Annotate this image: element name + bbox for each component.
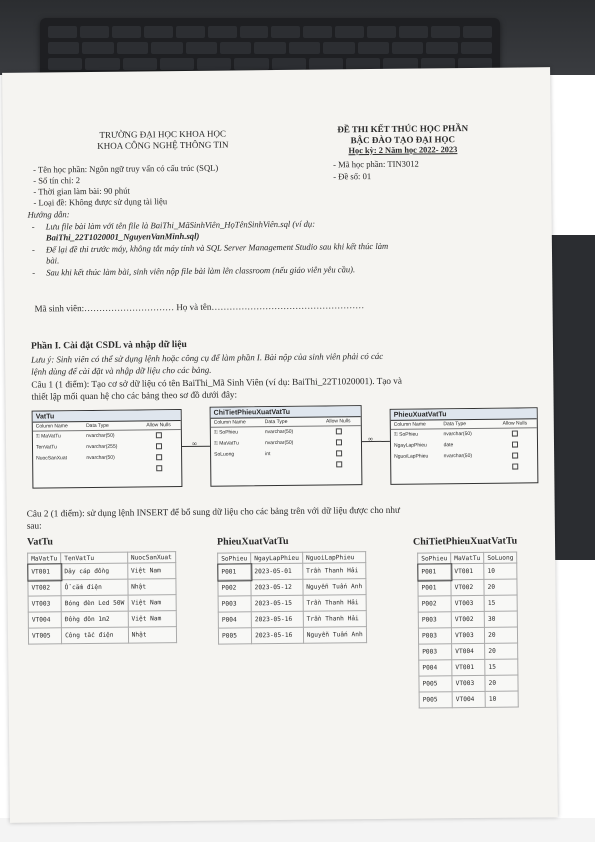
table-cell: 20: [485, 643, 518, 659]
table-cell: Nguyễn Tuấn Anh: [303, 627, 366, 644]
allow-nulls-checkbox: [156, 465, 162, 471]
table-cell: VT003: [451, 595, 484, 611]
diagram-row: TenVatTu nvarchar(255): [33, 441, 181, 454]
diagram-table-phieuxuat: [390, 407, 539, 485]
table-cell: Nhật: [128, 627, 176, 644]
exam-type: - Loại đề: Không được sử dụng tài liệu: [33, 196, 168, 208]
table-cell: VT001: [452, 659, 485, 675]
table-cell: 2023-05-15: [251, 595, 303, 612]
table-cell: VT001: [28, 564, 61, 580]
chitiet-data-table: [417, 552, 519, 709]
bullet-1: -: [31, 221, 35, 232]
column-header: NguoiLapPhieu: [302, 552, 365, 564]
table-cell: Trần Thanh Hải: [303, 595, 366, 612]
table-row: [418, 563, 517, 580]
table-row: [218, 627, 366, 645]
diagram-table-vattu: [32, 409, 183, 489]
column-header: SoLuong: [484, 552, 517, 563]
table-cell: Công tắc điện: [61, 627, 128, 644]
table-cell: P001: [218, 564, 251, 580]
table-cell: VT002: [451, 579, 484, 595]
table-row: [418, 611, 517, 628]
table-row: [418, 627, 517, 644]
table-cell: P001: [418, 580, 451, 596]
diagram-row: NguoiLapPhieu nvarchar(50): [391, 450, 537, 463]
table-cell: 2023-05-16: [251, 627, 303, 644]
key-icon: ⚿: [35, 433, 42, 440]
question-2-line-a: Câu 2 (1 điểm): sử dụng lệnh INSERT để bổ sung dữ liệu cho các bảng trên với dữ liệu được cho như: [26, 504, 401, 519]
diagram-phieuxuat-title: PhieuXuatVatTu: [391, 408, 537, 421]
allow-nulls-checkbox: [156, 432, 162, 438]
diagram-row: ⚿ MaVatTu nvarchar(50): [33, 430, 181, 443]
vattu-data-table: [27, 551, 177, 645]
vattu-table-title: VatTu: [26, 536, 54, 548]
table-cell: Đồng đôn 1m2: [61, 611, 128, 628]
question-2-line-b: sau:: [26, 520, 42, 531]
table-cell: 2023-05-16: [251, 611, 303, 628]
chitiet-table-title: ChiTietPhieuXuatVatTu: [412, 535, 518, 548]
column-header: SoPhieu: [218, 553, 251, 564]
allow-nulls-checkbox: [512, 430, 518, 436]
table-cell: 2023-05-01: [251, 563, 303, 580]
table-cell: VT003: [28, 596, 61, 612]
table-cell: VT002: [451, 611, 484, 627]
diagram-row: [33, 463, 181, 476]
table-cell: P004: [218, 612, 251, 628]
exam-number: - Đề số: 01: [333, 171, 372, 182]
table-cell: Ổ cắm điện: [61, 579, 128, 596]
table-cell: Trần Thanh Hải: [303, 563, 366, 580]
column-header: NgayLapPhieu: [251, 552, 303, 564]
diagram-row: NgayLapPhieu date: [391, 439, 537, 452]
allow-nulls-checkbox: [335, 439, 341, 445]
table-cell: 15: [484, 595, 517, 611]
table-cell: VT004: [28, 612, 61, 628]
table-cell: P005: [419, 676, 452, 692]
table-cell: P004: [419, 660, 452, 676]
table-row: [418, 579, 517, 596]
allow-nulls-checkbox: [512, 441, 518, 447]
diagram-row: [391, 461, 537, 474]
exam-title: ĐỀ THI KẾT THÚC HỌC PHẦN: [337, 123, 469, 135]
relationship-line-phieuxuat: [362, 441, 390, 442]
table-cell: P005: [218, 628, 251, 644]
allow-nulls-checkbox: [512, 452, 518, 458]
table-cell: P005: [419, 692, 452, 708]
table-row: [28, 627, 176, 645]
exam-term: Học kỳ: 2 Năm học 2022- 2023: [348, 145, 458, 156]
key-icon: ⚿: [393, 431, 400, 438]
question-1-line-a: Câu 1 (1 điểm): Tạo cơ sở dữ liệu có tên BaiThi_Mã Sinh Viên (ví dụ: BaiThi_22T1020001). Tạo và: [31, 375, 403, 390]
diagram-row: SoLuong int: [211, 448, 361, 461]
course-name: - Tên học phần: Ngôn ngữ truy vấn có cấu trúc (SQL): [33, 162, 219, 175]
exam-time: - Thời gian làm bài: 90 phút: [33, 185, 130, 197]
part1-note-a: Lưu ý: Sinh viên có thể sử dụng lệnh hoặc công cụ để làm phần I. Bài nộp của sinh viên phải có các: [31, 350, 384, 365]
table-row: [419, 643, 518, 660]
table-row: [218, 611, 366, 629]
bullet-3: -: [32, 267, 36, 278]
table-cell: 30: [484, 611, 517, 627]
table-cell: 15: [485, 659, 518, 675]
table-cell: Việt Nam: [128, 611, 176, 628]
table-cell: VT004: [452, 691, 485, 707]
allow-nulls-checkbox: [335, 428, 341, 434]
table-row: [28, 611, 176, 629]
university-name: TRƯỜNG ĐẠI HỌC KHOA HỌC: [99, 128, 227, 140]
table-cell: P003: [418, 612, 451, 628]
table-cell: 2023-05-12: [251, 579, 303, 596]
phieuxuat-data-table: [217, 551, 367, 645]
table-cell: P003: [418, 628, 451, 644]
diagram-row: [211, 459, 361, 472]
table-cell: Nhật: [128, 579, 176, 596]
guide-3: Sau khi kết thúc làm bài, sinh viên nộp file bài làm lên classroom (nếu giáo viên yêu cầu).: [46, 264, 356, 278]
phieuxuat-table-title: PhieuXuatVatTu: [216, 535, 289, 548]
table-cell: Dây cáp đồng: [61, 563, 128, 580]
table-cell: VT003: [452, 627, 485, 643]
table-cell: P002: [418, 596, 451, 612]
diagram-chitiet-title: ChiTietPhieuXuatVatTu: [211, 406, 361, 419]
diagram-row: NuocSanXuat nvarchar(50): [33, 452, 181, 465]
table-cell: VT003: [452, 675, 485, 691]
table-row: [419, 691, 518, 708]
table-cell: 20: [485, 675, 518, 691]
exam-paper: [2, 67, 558, 823]
table-cell: 20: [485, 627, 518, 643]
faculty-name: KHOA CÔNG NGHỆ THÔNG TIN: [97, 139, 229, 151]
table-cell: VT002: [28, 580, 61, 596]
guide-1-line-b: BaiThi_22T1020001_NguyenVanMinh.sql): [45, 230, 200, 243]
table-cell: P001: [418, 564, 451, 580]
diagram-row: ⚿ SoPhieu nvarchar(50): [391, 428, 537, 441]
table-cell: Nguyễn Tuấn Anh: [303, 579, 366, 596]
table-cell: 20: [484, 579, 517, 595]
table-cell: VT001: [451, 563, 484, 579]
allow-nulls-checkbox: [336, 461, 342, 467]
table-cell: VT004: [452, 643, 485, 659]
column-header: MaVatTu: [451, 552, 484, 563]
column-header: TenVatTu: [61, 552, 128, 564]
table-row: [419, 675, 518, 692]
infinity-icon: ∞: [367, 435, 373, 444]
diagram-row: ⚿ MaVatTu nvarchar(50): [211, 437, 361, 450]
column-header: MaVatTu: [28, 553, 61, 564]
exam-level: BẬC ĐÀO TẠO ĐẠI HỌC: [350, 134, 456, 146]
infinity-icon: ∞: [191, 439, 198, 448]
table-row: [218, 595, 366, 613]
student-info-line: Mã sinh viên:………………………… Họ và tên……………………………………………: [34, 300, 365, 314]
guide-title: Hướng dẫn:: [27, 209, 70, 220]
part1-title: Phần I. Cài đặt CSDL và nhập dữ liệu: [30, 338, 187, 352]
table-row: [28, 595, 176, 613]
course-code: - Mã học phần: TIN3012: [333, 158, 419, 170]
question-1-line-b: thiết lập mối quan hệ cho các bảng theo sơ đồ dưới đây:: [31, 389, 238, 402]
part1-note-b: lệnh dùng để cài đặt và nhập dữ liệu cho các bảng.: [31, 364, 212, 377]
table-row: [28, 579, 176, 597]
table-cell: Bóng đèn Led 50W: [61, 595, 128, 612]
table-row: [418, 595, 517, 612]
table-row: [218, 563, 366, 581]
allow-nulls-checkbox: [336, 450, 342, 456]
table-row: [218, 579, 366, 597]
table-row: [419, 659, 518, 676]
diagram-chitiet-header: Column Name Data Type Allow Nulls: [211, 417, 361, 428]
table-cell: Việt Nam: [128, 595, 176, 612]
key-icon: ⚿: [213, 429, 220, 436]
key-icon: ⚿: [213, 440, 220, 447]
diagram-vattu-header: Column Name Data Type Allow Nulls: [33, 421, 181, 432]
table-cell: VT005: [28, 628, 61, 644]
guide-2-line-b: bài.: [46, 255, 60, 266]
table-row: [28, 563, 176, 581]
diagram-row: ⚿ SoPhieu nvarchar(50): [211, 426, 361, 439]
table-cell: P003: [218, 596, 251, 612]
guide-2-line-a: Để lại đề thi trước máy, không tắt máy tính và SQL Server Management Studio sau khi kết thúc làm: [45, 240, 389, 255]
bullet-2: -: [31, 244, 35, 255]
table-cell: Trần Thanh Hải: [303, 611, 366, 628]
column-header: SoPhieu: [418, 553, 451, 564]
column-header: NuocSanXuat: [127, 552, 175, 564]
table-cell: 10: [484, 563, 517, 579]
diagram-phieuxuat-header: Column Name Data Type Allow Nulls: [391, 419, 537, 430]
allow-nulls-checkbox: [156, 454, 162, 460]
table-cell: Việt Nam: [127, 563, 175, 580]
table-cell: P003: [419, 644, 452, 660]
credits: - Số tín chỉ: 2: [33, 175, 81, 186]
allow-nulls-checkbox: [156, 443, 162, 449]
table-cell: P002: [218, 580, 251, 596]
diagram-table-chitiet: [210, 405, 363, 487]
allow-nulls-checkbox: [512, 463, 518, 469]
guide-1-line-a: Lưu file bài làm với tên file là BaiThi_MãSinhViên_HọTênSinhViên.sql (ví dụ:: [45, 218, 316, 232]
diagram-vattu-title: VatTu: [33, 410, 181, 423]
table-cell: 10: [485, 691, 518, 707]
